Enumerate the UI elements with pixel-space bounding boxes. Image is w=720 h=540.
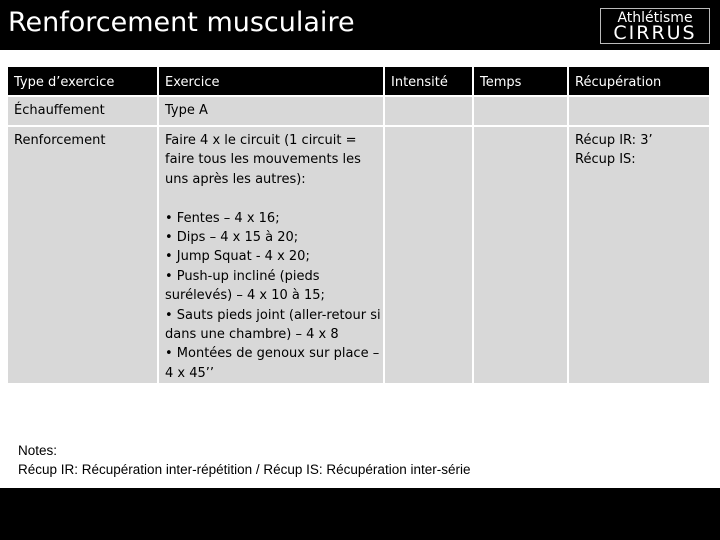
cirrus-logo — [600, 8, 710, 44]
exercise-line: • Sauts pieds joint (aller-retour si — [165, 307, 381, 323]
header-bar — [0, 0, 720, 50]
table-header-row — [7, 66, 710, 96]
exercise-line: Faire 4 x le circuit (1 circuit = — [165, 133, 357, 148]
header-intensity: Intensité — [384, 66, 473, 96]
notes — [18, 441, 470, 479]
cell-exercise — [158, 126, 384, 384]
exercise-line: • Jump Squat - 4 x 20; — [165, 249, 310, 265]
exercise-line: dans une chambre) – 4 x 8 — [165, 327, 339, 343]
header-type: Type d’exercice — [7, 66, 158, 96]
table-row — [7, 126, 710, 384]
exercise-line: • Montées de genoux sur place – — [165, 346, 380, 362]
cell-time — [473, 96, 568, 126]
cell-recovery — [568, 96, 710, 126]
cell-intensity — [384, 96, 473, 126]
exercise-line: 4 x 45’’ — [165, 365, 215, 381]
notes-text: Récup IR: Récupération inter-répétition / Récup IS: Récupération inter-série — [18, 462, 471, 477]
exercise-line: faire tous les mouvements les — [165, 152, 361, 168]
exercise-line: surélevés) – 4 x 10 à 15; — [165, 288, 325, 304]
exercise-table — [6, 65, 711, 385]
cell-exercise — [158, 96, 384, 126]
cell-time — [473, 126, 568, 384]
cell-intensity — [384, 126, 473, 384]
header-recovery: Récupération — [568, 66, 710, 96]
exercise-line: • Dips – 4 x 15 à 20; — [165, 230, 299, 246]
exercise-line: Type A — [165, 103, 208, 118]
exercise-line: uns après les autres): — [165, 171, 306, 187]
notes-label: Notes: — [18, 443, 58, 458]
slide-body — [0, 50, 720, 488]
exercise-line: • Push-up incliné (pieds — [165, 268, 320, 284]
table-row — [7, 96, 710, 126]
recovery-line: Récup IR: 3’ — [575, 133, 653, 148]
page-title: Renforcement musculaire — [8, 7, 355, 38]
cell-type: Échauffement — [7, 96, 158, 126]
recovery-line: Récup IS: — [575, 152, 636, 168]
cell-type: Renforcement — [7, 126, 158, 384]
exercise-line: • Fentes – 4 x 16; — [165, 210, 280, 226]
header-time: Temps — [473, 66, 568, 96]
exercise-spacer — [165, 189, 377, 208]
cell-recovery — [568, 126, 710, 384]
logo-line-2: CIRRUS — [613, 22, 697, 44]
logo-line-1: Athlétisme — [617, 10, 693, 26]
header-exercise: Exercice — [158, 66, 384, 96]
